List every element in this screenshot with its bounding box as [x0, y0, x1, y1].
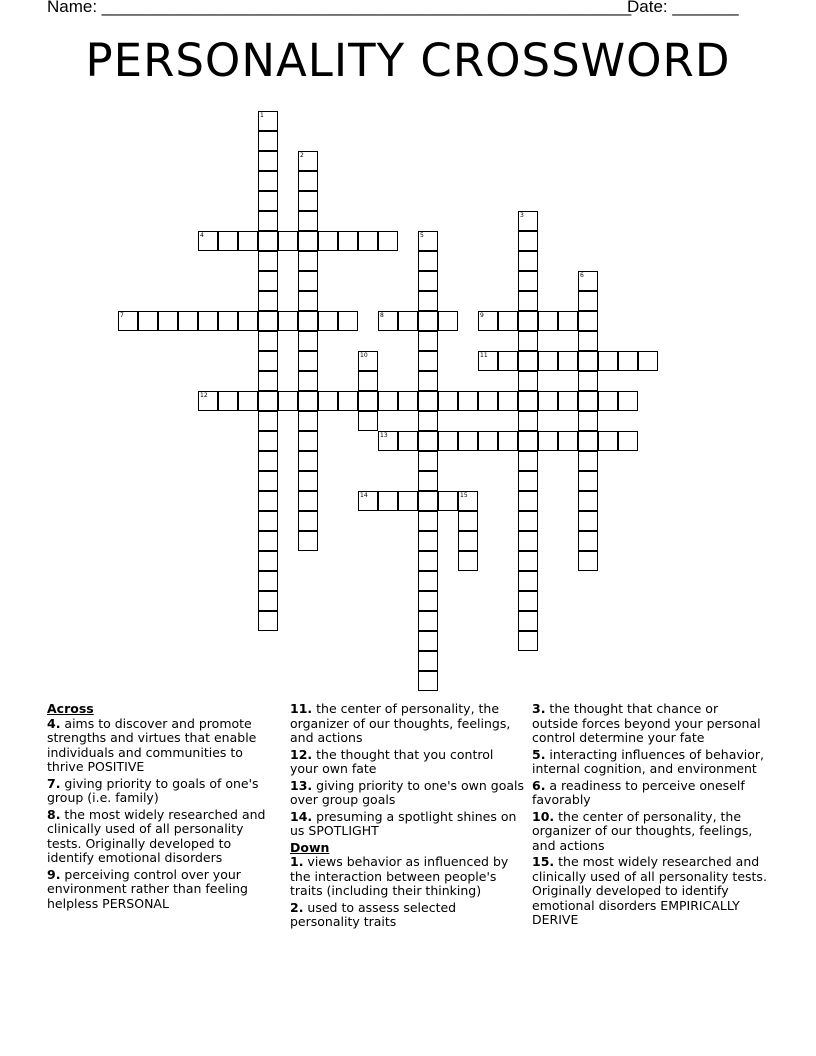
grid-cell[interactable]: [258, 231, 278, 251]
grid-cell[interactable]: [298, 191, 318, 211]
grid-cell[interactable]: [598, 391, 618, 411]
clue-column-1: [47, 702, 272, 913]
clue-item: [47, 777, 272, 806]
grid-cell[interactable]: [518, 511, 538, 531]
clue-item: [290, 901, 525, 930]
clue-text: the thought that you control your own fate: [290, 746, 494, 776]
clue-number: 11.: [290, 701, 313, 716]
down-clue-list: [290, 855, 525, 930]
clue-number: 10: [360, 352, 368, 359]
page-title: PERSONALITY CROSSWORD: [85, 34, 731, 87]
grid-cell[interactable]: [418, 431, 438, 451]
across-clue-list: [47, 717, 272, 912]
grid-cell[interactable]: [298, 311, 318, 331]
grid-cell[interactable]: [538, 311, 558, 331]
grid-cell[interactable]: [298, 251, 318, 271]
grid-cell[interactable]: [418, 391, 438, 411]
date-line: Date: _______: [627, 0, 739, 16]
grid-cell[interactable]: [578, 551, 598, 571]
clue-number: 13.: [290, 777, 313, 793]
grid-cell[interactable]: [278, 311, 298, 331]
clue-item: [532, 810, 767, 854]
grid-cell[interactable]: [258, 571, 278, 591]
grid-cell[interactable]: [578, 431, 598, 451]
grid-cell[interactable]: [518, 631, 538, 651]
clue-number: 5.: [532, 746, 546, 762]
clue-number: 13: [380, 432, 388, 439]
grid-cell[interactable]: [498, 351, 518, 371]
grid-cell[interactable]: [458, 391, 478, 411]
grid-cell[interactable]: [258, 331, 278, 351]
grid-cell[interactable]: [238, 311, 258, 331]
grid-cell[interactable]: [578, 471, 598, 491]
grid-cell[interactable]: [498, 311, 518, 331]
grid-cell[interactable]: [418, 531, 438, 551]
grid-cell[interactable]: [258, 151, 278, 171]
grid-cell[interactable]: [418, 291, 438, 311]
grid-cell[interactable]: [298, 471, 318, 491]
grid-cell[interactable]: [518, 551, 538, 571]
clue-number: 10.: [532, 808, 555, 824]
grid-cell[interactable]: [158, 311, 178, 331]
clue-number: 3.: [532, 701, 546, 716]
grid-cell[interactable]: [378, 231, 398, 251]
grid-cell[interactable]: [518, 571, 538, 591]
grid-cell[interactable]: [518, 351, 538, 371]
grid-cell[interactable]: [258, 371, 278, 391]
grid-cell[interactable]: [418, 491, 438, 511]
grid-cell[interactable]: [438, 311, 458, 331]
grid-cell[interactable]: [258, 591, 278, 611]
grid-cell[interactable]: [618, 431, 638, 451]
grid-cell[interactable]: [398, 491, 418, 511]
clue-number: 15.: [532, 854, 555, 869]
grid-cell[interactable]: [418, 611, 438, 631]
grid-cell[interactable]: [178, 311, 198, 331]
clue-item: [532, 855, 767, 928]
grid-cell[interactable]: [538, 391, 558, 411]
clue-text: giving priority to one's own goals over group goals: [290, 777, 525, 807]
grid-cell[interactable]: [478, 351, 498, 371]
grid-cell[interactable]: [418, 511, 438, 531]
grid-cell[interactable]: [418, 251, 438, 271]
grid-cell[interactable]: [258, 291, 278, 311]
clue-number: 9: [480, 312, 484, 319]
grid-cell[interactable]: [298, 211, 318, 231]
grid-cell[interactable]: [418, 571, 438, 591]
clue-number: 9.: [47, 866, 61, 882]
grid-cell[interactable]: [558, 351, 578, 371]
grid-cell[interactable]: [258, 611, 278, 631]
grid-cell[interactable]: [298, 351, 318, 371]
grid-cell[interactable]: [318, 311, 338, 331]
grid-cell[interactable]: [638, 351, 658, 371]
clue-text: presuming a spotlight shines on us SPOTLIGHT: [290, 808, 517, 838]
grid-cell[interactable]: [258, 211, 278, 231]
grid-cell[interactable]: [338, 391, 358, 411]
grid-cell[interactable]: [138, 311, 158, 331]
grid-cell[interactable]: [218, 391, 238, 411]
grid-cell[interactable]: [518, 391, 538, 411]
grid-cell[interactable]: [258, 351, 278, 371]
clue-number: 11: [480, 352, 488, 359]
clue-number: 7.: [47, 775, 61, 791]
clue-column-2: [290, 702, 525, 932]
clue-text: the most widely researched and clinically used of all personality tests. Originally developed to identify emotional disorders EMPIRICALLY DERIVE: [532, 854, 767, 927]
grid-cell[interactable]: [518, 231, 538, 251]
grid-cell[interactable]: [378, 431, 398, 451]
grid-cell[interactable]: [418, 351, 438, 371]
grid-cell[interactable]: [258, 431, 278, 451]
grid-cell[interactable]: [578, 531, 598, 551]
grid-cell[interactable]: [418, 231, 438, 251]
grid-cell[interactable]: [298, 331, 318, 351]
grid-cell[interactable]: [438, 391, 458, 411]
grid-cell[interactable]: [418, 451, 438, 471]
grid-cell[interactable]: [378, 311, 398, 331]
clue-number: 15: [460, 492, 468, 499]
grid-cell[interactable]: [298, 431, 318, 451]
grid-cell[interactable]: [518, 591, 538, 611]
across-heading: Across: [47, 701, 94, 716]
name-line: Name: ________________________________________________________: [47, 0, 632, 16]
grid-cell[interactable]: [538, 351, 558, 371]
clue-number: 7: [120, 312, 124, 319]
grid-cell[interactable]: [418, 471, 438, 491]
grid-cell[interactable]: [498, 391, 518, 411]
clue-text: the center of personality, the organizer of our thoughts, feelings, and actions: [532, 808, 753, 853]
grid-cell[interactable]: [298, 491, 318, 511]
clue-text: views behavior as influenced by the interaction between people's traits (including their thinking): [290, 854, 509, 898]
clue-item: [532, 779, 767, 808]
grid-cell[interactable]: [578, 451, 598, 471]
grid-cell[interactable]: [398, 431, 418, 451]
grid-cell[interactable]: [298, 371, 318, 391]
clue-number: 12.: [290, 746, 313, 762]
clue-text: used to assess selected personality traits: [290, 899, 457, 929]
grid-cell[interactable]: [418, 551, 438, 571]
clue-number: 5: [420, 232, 424, 239]
grid-cell[interactable]: [438, 431, 458, 451]
clue-number: 2: [300, 152, 304, 159]
grid-cell[interactable]: [318, 391, 338, 411]
clue-number: 14: [360, 492, 368, 499]
grid-cell[interactable]: [258, 171, 278, 191]
clue-text: the most widely researched and clinically used of all personality tests. Originally developed to identify emotional disorders: [47, 806, 266, 865]
clue-column-3: [532, 702, 767, 930]
grid-cell[interactable]: [318, 231, 338, 251]
clue-item: [532, 702, 767, 746]
grid-cell[interactable]: [498, 431, 518, 451]
grid-cell[interactable]: [358, 371, 378, 391]
down-heading: Down: [290, 839, 330, 855]
grid-cell[interactable]: [558, 311, 578, 331]
clue-number: 1: [260, 112, 264, 119]
grid-cell[interactable]: [518, 371, 538, 391]
grid-cell[interactable]: [518, 431, 538, 451]
clue-text: aims to discover and promote strengths and virtues that enable individuals and communities to thrive POSITIVE: [47, 715, 257, 774]
grid-cell[interactable]: [578, 311, 598, 331]
grid-cell[interactable]: [518, 251, 538, 271]
grid-cell[interactable]: [578, 351, 598, 371]
grid-cell[interactable]: [298, 291, 318, 311]
grid-cell[interactable]: [258, 191, 278, 211]
grid-cell[interactable]: [478, 391, 498, 411]
clue-item: [47, 808, 272, 866]
grid-cell[interactable]: [358, 231, 378, 251]
grid-cell[interactable]: [258, 111, 278, 131]
grid-cell[interactable]: [218, 231, 238, 251]
grid-cell[interactable]: [618, 391, 638, 411]
grid-cell[interactable]: [418, 671, 438, 691]
clue-number: 6: [580, 272, 584, 279]
grid-cell[interactable]: [418, 411, 438, 431]
clue-number: 2.: [290, 899, 304, 915]
clue-number: 8: [380, 312, 384, 319]
grid-cell[interactable]: [418, 591, 438, 611]
grid-cell[interactable]: [258, 551, 278, 571]
clue-number: 3: [520, 212, 524, 219]
grid-cell[interactable]: [418, 311, 438, 331]
grid-cell[interactable]: [618, 351, 638, 371]
grid-cell[interactable]: [198, 311, 218, 331]
grid-cell[interactable]: [578, 331, 598, 351]
grid-cell[interactable]: [298, 531, 318, 551]
grid-cell[interactable]: [278, 391, 298, 411]
grid-cell[interactable]: [258, 311, 278, 331]
grid-cell[interactable]: [418, 371, 438, 391]
grid-cell[interactable]: [198, 231, 218, 251]
grid-cell[interactable]: [458, 511, 478, 531]
clue-item: [290, 748, 525, 777]
grid-cell[interactable]: [578, 411, 598, 431]
grid-cell[interactable]: [398, 311, 418, 331]
grid-cell[interactable]: [518, 491, 538, 511]
grid-cell[interactable]: [258, 451, 278, 471]
grid-cell[interactable]: [258, 491, 278, 511]
clue-number: 6.: [532, 777, 546, 793]
grid-cell[interactable]: [218, 311, 238, 331]
grid-cell[interactable]: [518, 311, 538, 331]
grid-cell[interactable]: [258, 471, 278, 491]
clue-number: 4.: [47, 715, 61, 731]
clue-item: [290, 855, 525, 899]
clue-item: [290, 702, 525, 746]
grid-cell[interactable]: [258, 531, 278, 551]
clue-number: 12: [200, 392, 208, 399]
grid-cell[interactable]: [458, 551, 478, 571]
grid-cell[interactable]: [358, 411, 378, 431]
clue-number: 4: [200, 232, 204, 239]
grid-cell[interactable]: [418, 651, 438, 671]
grid-cell[interactable]: [298, 411, 318, 431]
grid-cell[interactable]: [518, 331, 538, 351]
grid-cell[interactable]: [598, 351, 618, 371]
grid-cell[interactable]: [358, 351, 378, 371]
grid-cell[interactable]: [518, 531, 538, 551]
grid-cell[interactable]: [578, 271, 598, 291]
grid-cell[interactable]: [418, 331, 438, 351]
grid-cell[interactable]: [518, 211, 538, 231]
grid-cell[interactable]: [258, 391, 278, 411]
grid-cell[interactable]: [578, 371, 598, 391]
grid-cell[interactable]: [518, 611, 538, 631]
grid-cell[interactable]: [298, 151, 318, 171]
clue-text: interacting influences of behavior, internal cognition, and environment: [532, 746, 765, 776]
grid-cell[interactable]: [298, 171, 318, 191]
grid-cell[interactable]: [238, 391, 258, 411]
grid-cell[interactable]: [558, 391, 578, 411]
grid-cell[interactable]: [518, 451, 538, 471]
grid-cell[interactable]: [438, 491, 458, 511]
grid-cell[interactable]: [478, 431, 498, 451]
grid-cell[interactable]: [558, 431, 578, 451]
grid-cell[interactable]: [298, 391, 318, 411]
grid-cell[interactable]: [298, 451, 318, 471]
grid-cell[interactable]: [458, 531, 478, 551]
grid-cell[interactable]: [278, 231, 298, 251]
grid-cell[interactable]: [578, 391, 598, 411]
grid-cell[interactable]: [418, 631, 438, 651]
grid-cell[interactable]: [538, 431, 558, 451]
grid-cell[interactable]: [378, 491, 398, 511]
grid-cell[interactable]: [258, 131, 278, 151]
clue-item: [532, 748, 767, 777]
clue-text: a readiness to perceive oneself favorably: [532, 777, 745, 807]
clue-number: 14.: [290, 808, 313, 824]
clue-item: [290, 779, 525, 808]
grid-cell[interactable]: [258, 271, 278, 291]
grid-cell[interactable]: [578, 291, 598, 311]
grid-cell[interactable]: [358, 391, 378, 411]
across-clue-list-continued: [290, 702, 525, 839]
clue-item: [290, 810, 525, 839]
grid-cell[interactable]: [198, 391, 218, 411]
grid-cell[interactable]: [258, 251, 278, 271]
grid-cell[interactable]: [578, 511, 598, 531]
clue-item: [47, 717, 272, 775]
clue-text: giving priority to goals of one's group (i.e. family): [47, 775, 259, 805]
grid-cell[interactable]: [298, 231, 318, 251]
grid-cell[interactable]: [398, 391, 418, 411]
grid-cell[interactable]: [238, 231, 258, 251]
grid-cell[interactable]: [598, 431, 618, 451]
clue-text: the center of personality, the organizer of our thoughts, feelings, and actions: [290, 701, 511, 745]
grid-cell[interactable]: [118, 311, 138, 331]
clue-number: 1.: [290, 854, 304, 869]
grid-cell[interactable]: [338, 311, 358, 331]
grid-cell[interactable]: [458, 431, 478, 451]
grid-cell[interactable]: [578, 491, 598, 511]
clue-number: 8.: [47, 806, 61, 822]
down-clue-list-continued: [532, 702, 767, 928]
grid-cell[interactable]: [518, 271, 538, 291]
clue-text: perceiving control over your environment rather than feeling helpless PERSONAL: [47, 866, 248, 911]
grid-cell[interactable]: [338, 231, 358, 251]
grid-cell[interactable]: [378, 391, 398, 411]
grid-cell[interactable]: [258, 511, 278, 531]
grid-cell[interactable]: [478, 311, 498, 331]
grid-cell[interactable]: [518, 411, 538, 431]
clue-text: the thought that chance or outside forces beyond your personal control determine your fate: [532, 701, 761, 745]
grid-cell[interactable]: [418, 271, 438, 291]
grid-cell[interactable]: [358, 491, 378, 511]
grid-cell[interactable]: [298, 511, 318, 531]
grid-cell[interactable]: [258, 411, 278, 431]
grid-cell[interactable]: [518, 291, 538, 311]
grid-cell[interactable]: [458, 491, 478, 511]
clue-item: [47, 868, 272, 912]
grid-cell[interactable]: [298, 271, 318, 291]
grid-cell[interactable]: [518, 471, 538, 491]
